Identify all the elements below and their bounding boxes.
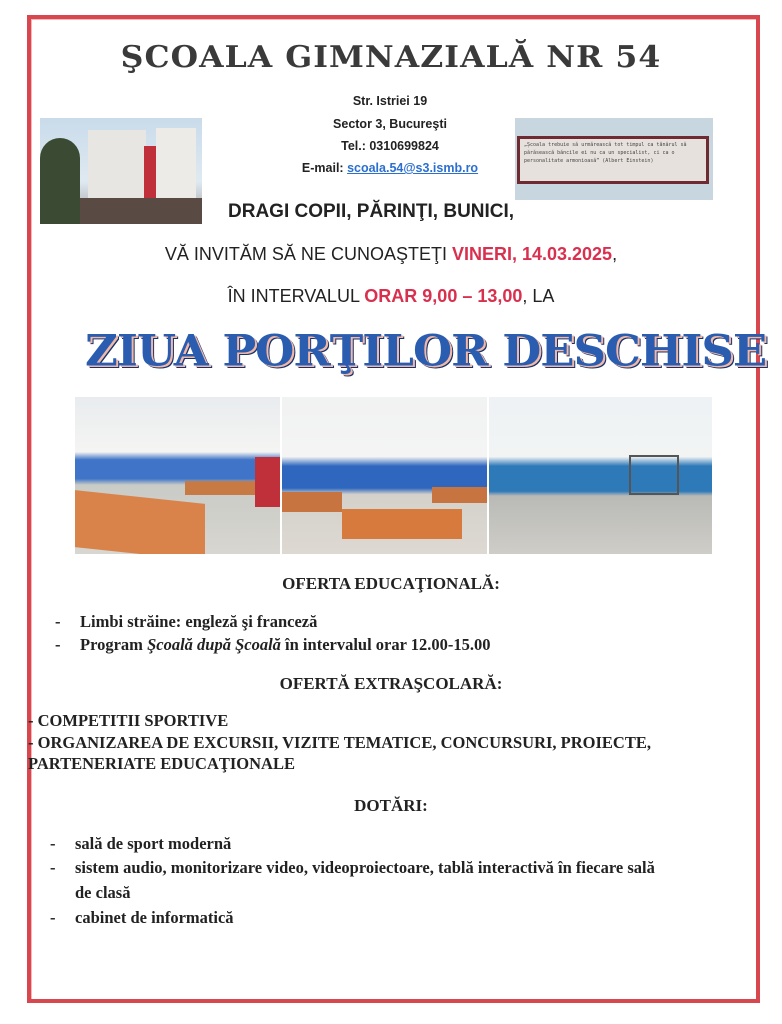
la-text: , LA bbox=[522, 286, 555, 306]
facilities-heading: DOTĂRI: bbox=[354, 796, 428, 815]
plaque-quote: „Școala trebuie să urmărească tot timpul ca tânărul să părăsească băncile ei nu ca un specialist, ci ca o personalitate armonioasă” bbox=[524, 142, 687, 164]
extracurricular-item: - COMPETITII SPORTIVE bbox=[28, 711, 229, 730]
bullet-dash: - bbox=[50, 908, 56, 927]
invitation-date-line bbox=[0, 244, 782, 265]
bullet-dash: - bbox=[55, 635, 61, 654]
greeting: DRAGI COPII, PĂRINŢI, BUNICI, bbox=[228, 201, 515, 222]
school-building-photo bbox=[40, 118, 202, 224]
email-line bbox=[250, 161, 530, 175]
educational-offer-heading: OFERTA EDUCAŢIONALĂ: bbox=[282, 574, 500, 593]
item-text: în intervalul orar 12.00-15.00 bbox=[280, 635, 491, 654]
item-text: cabinet de informatică bbox=[75, 908, 234, 927]
plaque-author: (Albert Einstein) bbox=[602, 158, 654, 164]
phone-number: Tel.: 0310699824 bbox=[341, 139, 439, 153]
comma: , bbox=[612, 244, 618, 264]
school-name-heading: ŞCOALA GIMNAZIALĂ NR 54 bbox=[120, 40, 662, 75]
educational-offer-item bbox=[55, 635, 491, 655]
extracurricular-heading: OFERTĂ EXTRAŞCOLARĂ: bbox=[279, 674, 503, 693]
classroom-photo-1 bbox=[75, 397, 280, 554]
event-date: VINERI, 14.03.2025 bbox=[451, 244, 613, 264]
bullet-dash: - bbox=[50, 858, 56, 877]
facilities-item bbox=[50, 858, 655, 878]
invitation-text: VĂ INVITĂM SĂ NE CUNOAŞTEŢI bbox=[164, 244, 452, 264]
item-text: Limbi străine: engleză şi franceză bbox=[80, 612, 318, 631]
item-text: Program bbox=[80, 635, 148, 654]
einstein-quote-plaque-photo bbox=[515, 118, 713, 200]
facilities-item bbox=[50, 908, 234, 928]
email-link[interactable]: scoala.54@s3.ismb.ro bbox=[347, 161, 479, 175]
item-text: sistem audio, monitorizare video, videoproiectoare, tablă interactivă în fiecare sală bbox=[75, 858, 655, 877]
bullet-dash: - bbox=[55, 612, 61, 631]
event-time: ORAR 9,00 – 13,00 bbox=[364, 286, 523, 306]
invitation-time-line bbox=[0, 286, 782, 307]
classroom-photo-2 bbox=[282, 397, 487, 554]
gym-photo bbox=[489, 397, 712, 554]
facilities-item bbox=[50, 834, 231, 854]
address-sector: Sector 3, Bucureşti bbox=[333, 117, 447, 131]
educational-offer-item bbox=[55, 612, 317, 632]
extracurricular-item-continued: PARTENERIATE EDUCAŢIONALE bbox=[28, 754, 295, 773]
extracurricular-item: - ORGANIZAREA DE EXCURSII, VIZITE TEMATICE, CONCURSURI, PROIECTE, bbox=[28, 733, 651, 752]
bullet-dash: - bbox=[50, 834, 56, 853]
address-street: Str. Istriei 19 bbox=[352, 94, 428, 108]
open-doors-day-banner: ZIUA PORŢILOR DESCHISE bbox=[85, 325, 767, 376]
item-text: sală de sport modernă bbox=[75, 834, 232, 853]
interval-text: ÎN INTERVALUL bbox=[227, 286, 365, 306]
program-name: Şcoală după Şcoală bbox=[147, 635, 281, 654]
email-label: E-mail: bbox=[301, 161, 348, 175]
facilities-item-continued: de clasă bbox=[75, 883, 131, 902]
